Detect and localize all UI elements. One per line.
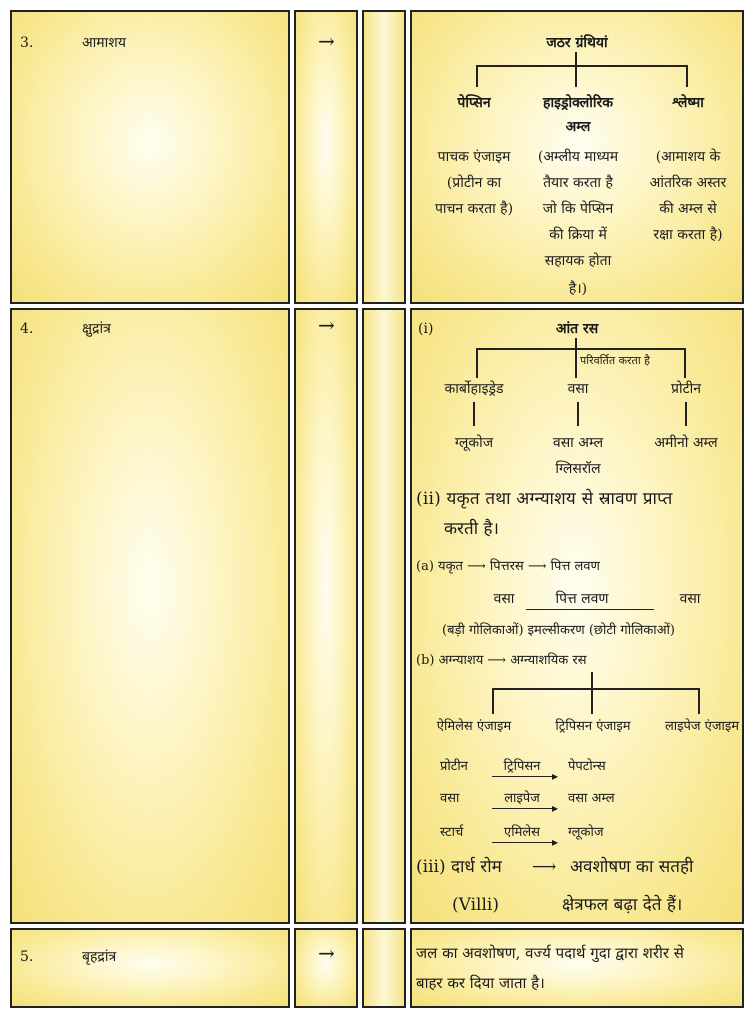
fat-large: वसा (493, 591, 515, 607)
row3-organ-cell (10, 10, 290, 304)
hcl-desc: है।) (568, 281, 588, 297)
mucus-desc: रक्षा करता है) (653, 227, 723, 243)
point-ii-line1: (ii) यकृत तथा अग्न्याशय से स्रावण प्राप्त (416, 489, 673, 509)
arrow-icon: → (318, 313, 335, 337)
row4-blank-cell (362, 308, 406, 924)
hcl-desc: (अम्लीय माध्यम (537, 149, 619, 165)
pepsin-desc: (प्रोटीन का (446, 175, 502, 191)
arrow-line (577, 402, 579, 426)
row5-arrow-cell (294, 928, 358, 1008)
intestinal-juice-title: आंत रस (555, 321, 599, 337)
row-number: 4. (20, 321, 34, 337)
converts-note: परिवर्तित करता है (580, 354, 651, 367)
product-glycerol: ग्लिसरॉल (555, 461, 601, 477)
product-glucose: ग्लूकोज (454, 435, 494, 451)
point-iii-text: अवशोषण का सतही (570, 857, 694, 877)
reaction-product: ग्लूकोज (568, 825, 604, 840)
tree-branch-left (492, 688, 494, 714)
reaction-substrate: वसा (440, 791, 460, 806)
tree-branch-right (686, 65, 688, 87)
tree-branch-left (476, 65, 478, 87)
hcl-label: हाइड्रोक्लोरिक (543, 95, 613, 111)
reaction-enzyme: एमिलेस (504, 825, 540, 840)
row-number: 5. (20, 949, 34, 965)
enzyme-trypsin: ट्रिपिसन एंजाइम (555, 719, 631, 734)
reaction-line (526, 609, 654, 610)
product-fatty-acid: वसा अम्ल (552, 435, 604, 451)
point-a-liver: (a) यकृत ⟶ पित्तरस ⟶ पित्त लवण (416, 559, 600, 574)
gastric-glands-title: जठर ग्रंथियां (546, 35, 608, 51)
row4-organ-cell (10, 308, 290, 924)
reaction-arrow-head: ▸ (552, 801, 559, 815)
reaction-substrate: स्टार्च (440, 825, 464, 840)
row-number: 3. (20, 35, 34, 51)
point-b-pancreas: (b) अग्न्याशय ⟶ अग्न्याशयिक रस (416, 653, 587, 668)
organ-name: क्षुद्रांत्र (82, 321, 111, 337)
arrow-icon: → (318, 941, 335, 965)
hcl-desc: सहायक होता (544, 253, 612, 269)
fat-small: वसा (679, 591, 701, 607)
arrow-line (473, 402, 475, 426)
row5-organ-cell (10, 928, 290, 1008)
hcl-desc: जो कि पेप्सिन (542, 201, 614, 217)
mucus-desc: (आमाशय के (655, 149, 721, 165)
reaction-enzyme: ट्रिपिसन (503, 759, 541, 774)
tree-branch-mid (575, 65, 577, 87)
reaction-arrow-head: ▸ (552, 835, 559, 849)
nutrient-fat: वसा (567, 381, 589, 397)
row5-function-cell (410, 928, 744, 1008)
pepsin-desc: पाचन करता है) (434, 201, 514, 217)
row3-blank-cell (362, 10, 406, 304)
row4-arrow-cell (294, 308, 358, 924)
villi-label: (Villi) (452, 895, 499, 915)
mucus-desc: की अम्ल से (659, 201, 717, 217)
hcl-desc: की क्रिया में (549, 227, 607, 243)
hcl-label-2: अम्ल (565, 119, 591, 135)
point-ii-line2: करती है। (444, 519, 499, 539)
reaction-enzyme: लाइपेज (504, 791, 540, 806)
organ-name: बृहद्रांत्र (82, 949, 117, 965)
organ-name: आमाशय (82, 35, 126, 51)
mucus-desc: आंतरिक अस्तर (649, 175, 727, 191)
nutrient-protein: प्रोटीन (670, 381, 702, 397)
row5-blank-cell (362, 928, 406, 1008)
hcl-desc: तैयार करता है (543, 175, 613, 191)
enzyme-amylase: ऐमिलेस एंजाइम (436, 719, 512, 734)
large-intestine-text-2: बाहर कर दिया जाता है। (416, 974, 545, 992)
tree-bar (476, 65, 688, 67)
reaction-substrate: प्रोटीन (440, 759, 468, 774)
reaction-arrow-head: ▸ (552, 769, 559, 783)
emulsification-line: (बड़ी गोलिकाओं) इमल्सीकरण (छोटी गोलिकाओं) (442, 623, 675, 638)
bile-salt-label: पित्त लवण (555, 591, 609, 607)
mucus-label: श्लेष्मा (672, 95, 704, 111)
row4-function-cell (410, 308, 744, 924)
point-iii-arrow: ⟶ (532, 857, 557, 877)
reaction-arrow (492, 842, 556, 843)
tree-branch-right (698, 688, 700, 714)
reaction-arrow (492, 776, 556, 777)
reaction-product: वसा अम्ल (568, 791, 615, 806)
point-iii-villi: (iii) दार्ध रोम (416, 857, 502, 877)
tree-bar (476, 348, 686, 350)
enzyme-lipase: लाइपेज एंजाइम (664, 719, 740, 734)
reaction-product: पेपटोन्स (568, 759, 606, 774)
product-amino-acid: अमीनो अम्ल (654, 435, 718, 451)
row3-arrow-cell (294, 10, 358, 304)
reaction-arrow (492, 808, 556, 809)
point-i-label: (i) (418, 321, 434, 337)
pepsin-desc: पाचक एंजाइम (437, 149, 511, 165)
arrow-icon: → (318, 29, 335, 53)
tree-branch-mid (591, 688, 593, 714)
point-iii-text-2: क्षेत्रफल बढ़ा देते हैं। (562, 895, 683, 915)
row3-function-cell (410, 10, 744, 304)
tree-stem (575, 338, 577, 378)
tree-branch-right (684, 348, 686, 378)
tree-branch-left (476, 348, 478, 378)
arrow-line (685, 402, 687, 426)
pepsin-label: पेप्सिन (457, 95, 491, 111)
large-intestine-text: जल का अवशोषण, वर्ज्य पदार्थ गुदा द्वारा शरीर से (416, 944, 684, 962)
nutrient-carbohydrate: कार्बोहाइड्रेड (444, 381, 504, 397)
tree-bar (492, 688, 700, 690)
